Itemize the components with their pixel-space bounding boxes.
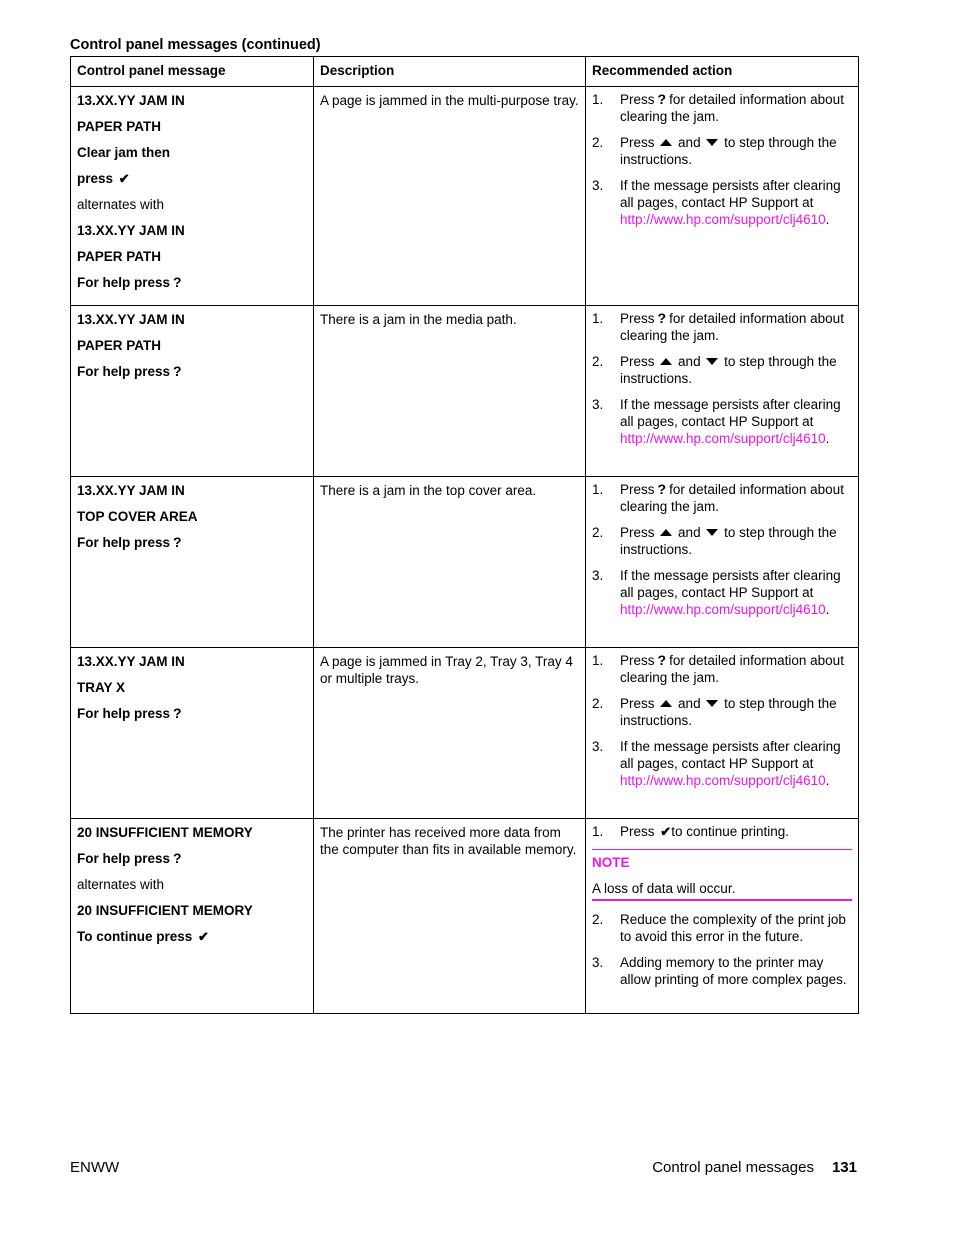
description-text: There is a jam in the top cover area. [320, 483, 537, 498]
message-text: For help press [77, 535, 171, 550]
message-text: To continue press [77, 929, 193, 944]
step-text: to continue printing. [671, 824, 790, 839]
action-step [592, 353, 852, 387]
message-line [77, 850, 307, 867]
message-line: TOP COVER AREA [77, 509, 198, 524]
step-number: 1. [592, 824, 604, 839]
checkmark-icon: ✔ [198, 929, 209, 944]
step-number: 3. [592, 178, 604, 193]
action-step [592, 954, 852, 988]
hp-support-link[interactable]: http://www.hp.com/ [620, 602, 735, 617]
step-text: to step through the instructions. [620, 354, 837, 386]
hp-support-link[interactable]: http://www.hp.com/ [620, 212, 735, 227]
note-box [592, 849, 852, 901]
step-number: 3. [592, 397, 604, 412]
step-text: and [678, 135, 701, 150]
message-line: 13.XX.YY JAM IN [77, 93, 185, 108]
description-cell [314, 477, 586, 648]
action-cell [586, 87, 859, 306]
message-cell [71, 819, 314, 1014]
step-text: for detailed information about clearing the jam. [620, 653, 844, 685]
message-line: 13.XX.YY JAM IN [77, 483, 185, 498]
step-text: Press [620, 824, 655, 839]
footer-left: ENWW [70, 1159, 120, 1176]
message-cell [71, 306, 314, 477]
action-step [592, 567, 852, 618]
step-number: 1. [592, 311, 604, 326]
action-step [592, 134, 852, 168]
step-text: If the message persists after clearing all pages, contact HP Support at [620, 739, 841, 771]
step-text: Press [620, 653, 655, 668]
message-line: 13.XX.YY JAM IN [77, 654, 185, 669]
message-text: For help press [77, 364, 171, 379]
step-text: If the message persists after clearing all pages, contact HP Support at [620, 397, 841, 429]
action-cell [586, 477, 859, 648]
up-arrow-icon [660, 139, 672, 146]
action-step [592, 738, 852, 789]
action-step [592, 695, 852, 729]
step-number: 1. [592, 653, 604, 668]
table-row [71, 819, 859, 1014]
note-title: NOTE [592, 855, 630, 870]
step-text: Press [620, 482, 655, 497]
description-cell [314, 819, 586, 1014]
message-text: For help press [77, 275, 171, 290]
message-line: PAPER PATH [77, 249, 162, 264]
message-line: 20 INSUFFICIENT MEMORY [77, 825, 253, 840]
step-text: . [825, 431, 830, 446]
message-line [77, 705, 307, 722]
step-text: . [825, 212, 830, 227]
question-mark-icon: ? [173, 363, 182, 379]
question-mark-icon: ? [657, 481, 667, 497]
step-number: 2. [592, 525, 604, 540]
action-steps [592, 823, 852, 840]
action-step [592, 310, 852, 344]
step-text: and [678, 525, 701, 540]
step-number: 3. [592, 955, 604, 970]
message-line: 20 INSUFFICIENT MEMORY [77, 903, 253, 918]
action-cell [586, 648, 859, 819]
question-mark-icon: ? [657, 652, 667, 668]
step-text: and [678, 354, 701, 369]
checkmark-icon: ✔ [660, 824, 672, 839]
action-steps [592, 310, 852, 447]
step-text: Press [620, 311, 655, 326]
column-header-message: Control panel message [71, 57, 314, 87]
question-mark-icon: ? [173, 274, 182, 290]
action-steps [592, 91, 852, 228]
action-steps [592, 911, 852, 988]
message-line [77, 534, 307, 551]
down-arrow-icon [706, 700, 718, 707]
step-number: 3. [592, 568, 604, 583]
table-row [71, 648, 859, 819]
hp-support-link[interactable]: support/clj4610 [734, 431, 826, 446]
up-arrow-icon [660, 529, 672, 536]
footer-section: Control panel messages [652, 1159, 814, 1176]
hp-support-link[interactable]: http://www.hp.com/ [620, 431, 735, 446]
message-line [77, 363, 307, 380]
description-text: There is a jam in the media path. [320, 312, 517, 327]
step-text: to step through the instructions. [620, 696, 837, 728]
step-number: 2. [592, 912, 604, 927]
hp-support-link[interactable]: http://www.hp.com/ [620, 773, 735, 788]
message-text: press [77, 171, 114, 186]
step-text: Press [620, 135, 655, 150]
step-text: . [825, 773, 830, 788]
message-text: For help press [77, 706, 171, 721]
step-text: . [825, 602, 830, 617]
step-text: to step through the instructions. [620, 525, 837, 557]
action-step [592, 911, 852, 945]
table-row [71, 87, 859, 306]
step-text: If the message persists after clearing all pages, contact HP Support at [620, 568, 841, 600]
description-cell [314, 648, 586, 819]
description-text: A page is jammed in the multi-purpose tray. [320, 93, 579, 108]
note-text: A loss of data will occur. [592, 881, 736, 896]
table-heading: Control panel messages (continued) [70, 37, 321, 53]
question-mark-icon: ? [657, 310, 667, 326]
message-line: alternates with [77, 197, 165, 212]
step-text: If the message persists after clearing all pages, contact HP Support at [620, 178, 841, 210]
step-number: 3. [592, 739, 604, 754]
question-mark-icon: ? [173, 705, 182, 721]
action-step [592, 396, 852, 447]
column-header-action: Recommended action [586, 57, 859, 87]
step-text: to step through the instructions. [620, 135, 837, 167]
footer-right [652, 1159, 857, 1176]
table-row [71, 477, 859, 648]
description-text: The printer has received more data from the computer than fits in available memory. [320, 825, 577, 857]
action-step [592, 91, 852, 125]
action-step [592, 524, 852, 558]
step-text: Press [620, 696, 655, 711]
step-text: Reduce the complexity of the print job to avoid this error in the future. [620, 912, 846, 944]
page-number: 131 [831, 1159, 857, 1176]
step-text: and [678, 696, 701, 711]
down-arrow-icon [706, 139, 718, 146]
step-text: for detailed information about clearing the jam. [620, 482, 844, 514]
hp-support-link[interactable]: support/clj4610 [734, 212, 826, 227]
message-line: alternates with [77, 877, 165, 892]
up-arrow-icon [660, 358, 672, 365]
step-number: 2. [592, 696, 604, 711]
step-number: 1. [592, 92, 604, 107]
action-step [592, 481, 852, 515]
message-line: 13.XX.YY JAM IN [77, 312, 185, 327]
message-cell [71, 477, 314, 648]
step-number: 2. [592, 354, 604, 369]
message-line [77, 928, 307, 945]
down-arrow-icon [706, 358, 718, 365]
step-text: Press [620, 354, 655, 369]
action-steps [592, 481, 852, 618]
step-number: 2. [592, 135, 604, 150]
message-cell [71, 648, 314, 819]
message-line: PAPER PATH [77, 338, 162, 353]
message-line: 13.XX.YY JAM IN [77, 223, 185, 238]
action-steps [592, 652, 852, 789]
step-text: Press [620, 92, 655, 107]
question-mark-icon: ? [173, 850, 182, 866]
column-header-description: Description [314, 57, 586, 87]
description-cell [314, 87, 586, 306]
hp-support-link[interactable]: support/clj4610 [734, 602, 826, 617]
action-step [592, 177, 852, 228]
message-line: Clear jam then [77, 145, 171, 160]
action-cell [586, 306, 859, 477]
step-text: for detailed information about clearing the jam. [620, 92, 844, 124]
step-text: for detailed information about clearing the jam. [620, 311, 844, 343]
hp-support-link[interactable]: support/clj4610 [734, 773, 826, 788]
checkmark-icon: ✔ [118, 171, 130, 186]
message-text: For help press [77, 851, 171, 866]
message-line: TRAY X [77, 680, 126, 695]
action-step [592, 652, 852, 686]
step-text: Adding memory to the printer may allow printing of more complex pages. [620, 955, 847, 987]
control-panel-messages-table [70, 56, 859, 1014]
message-line: PAPER PATH [77, 119, 162, 134]
action-step [592, 823, 852, 840]
down-arrow-icon [706, 529, 718, 536]
message-line [77, 274, 307, 291]
up-arrow-icon [660, 700, 672, 707]
step-number: 1. [592, 482, 604, 497]
question-mark-icon: ? [657, 91, 667, 107]
question-mark-icon: ? [173, 534, 182, 550]
description-text: A page is jammed in Tray 2, Tray 3, Tray 4 or multiple trays. [320, 654, 573, 686]
step-text: Press [620, 525, 655, 540]
message-line [77, 170, 307, 187]
table-row [71, 306, 859, 477]
message-cell [71, 87, 314, 306]
action-cell [586, 819, 859, 1014]
description-cell [314, 306, 586, 477]
table-header-row [71, 57, 859, 87]
